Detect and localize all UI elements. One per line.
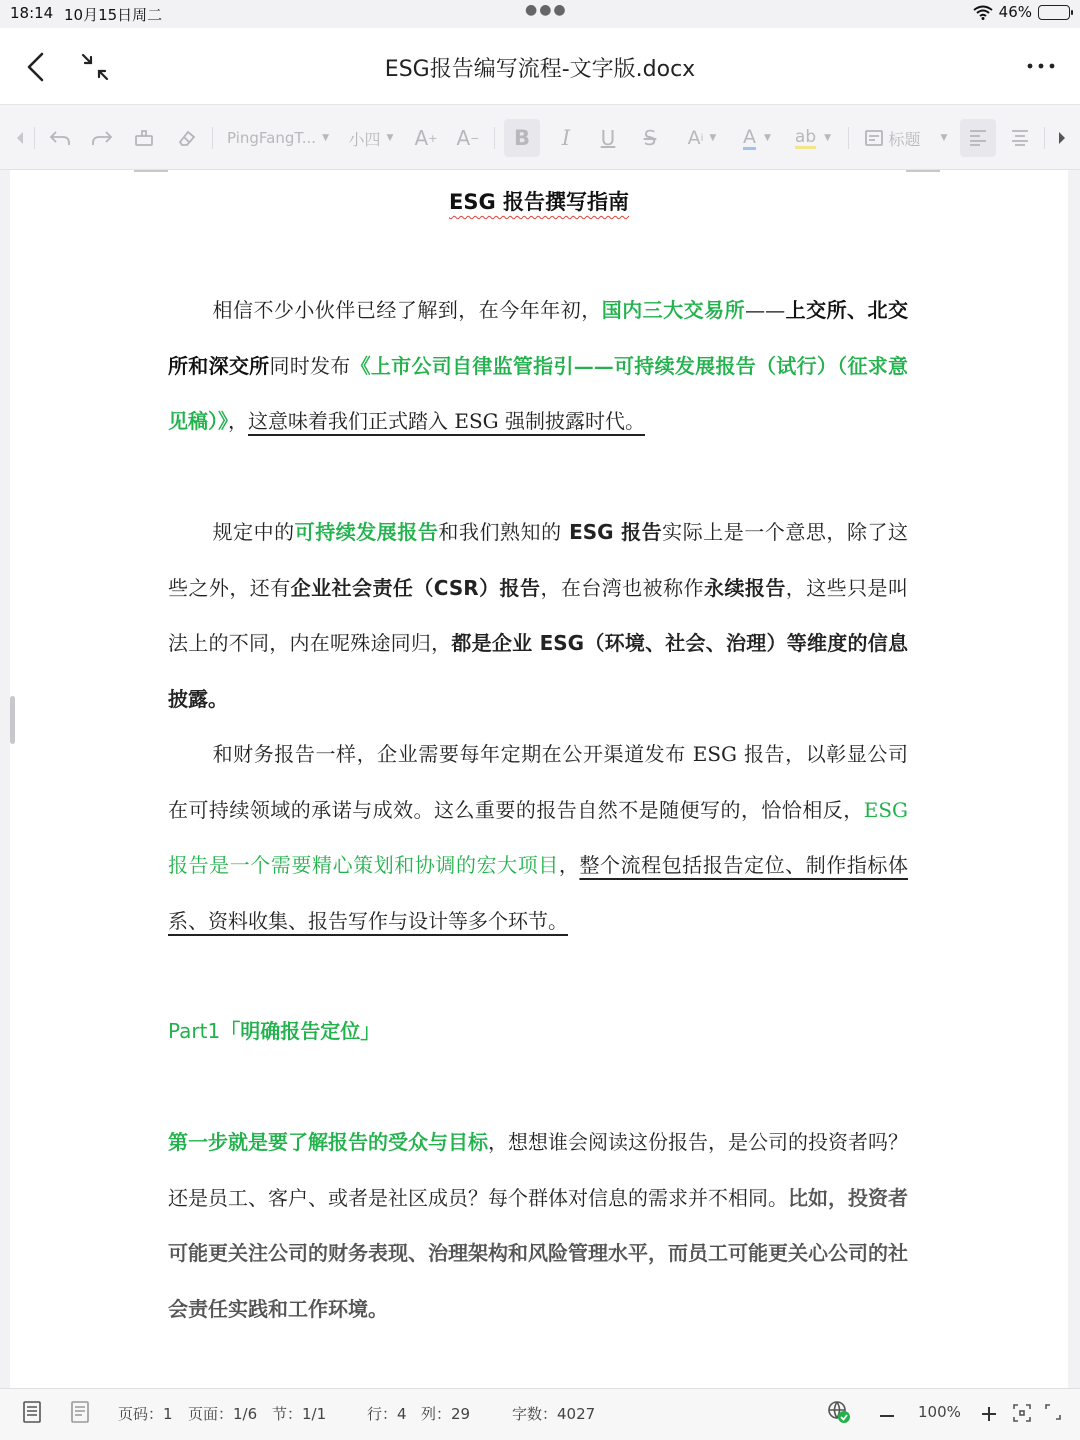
zoom-level: 100%	[918, 1403, 961, 1421]
strikethrough-icon[interactable]: S	[643, 126, 657, 150]
zoom-out-icon[interactable]	[878, 1407, 896, 1425]
decrease-font-icon[interactable]: A −	[456, 126, 480, 150]
paragraph-3: 和财务报告一样，企业需要每年定期在公开渠道发布 ESG 报告，以彰显公司在可持续领域的承诺与成效。这么重要的报告自然不是随便写的，恰恰相反，ESG 报告是一个需要精心策划和协调的宏大项目，整个流程包括报告定位、制作指标体系、资料收集、报告写作与设计等多个环节。	[168, 742, 909, 933]
section-count: 节：1/1	[272, 1405, 327, 1423]
format-painter-icon[interactable]	[128, 105, 160, 171]
chevron-down-icon: ▼	[940, 133, 948, 143]
bold-icon[interactable]: B	[513, 126, 530, 150]
font-name-value: PingFangT...	[227, 129, 317, 147]
undo-icon[interactable]	[44, 105, 76, 171]
paragraph-4: 第一步就是要了解报告的受众与目标，想想谁会阅读这份报告，是公司的投资者吗？还是员工、客户、或者是社区成员？每个群体对信息的需求并不相同。比如，投资者可能更关注公司的财务表现、治理架构和风险管理水平，而员工可能更关心公司的社会责任实践和工作环境。	[168, 1130, 908, 1321]
toolbar-scroll-right-icon[interactable]	[1050, 105, 1074, 171]
increase-font-icon[interactable]: A +	[414, 126, 438, 150]
fullscreen-icon[interactable]	[1044, 1403, 1062, 1421]
system-status-bar	[0, 0, 1080, 28]
paragraph-1: 相信不少小伙伴已经了解到，在今年年初，国内三大交易所——上交所、北交所和深交所同时发布《上市公司自律监管指引——可持续发展报告（试行）（征求意见稿）》，这意味着我们正式踏入 ESG 强制披露时代。	[168, 298, 909, 433]
document-status-bar	[0, 1388, 1080, 1440]
fit-page-icon[interactable]	[1012, 1403, 1032, 1423]
font-color-icon[interactable]: A ▼	[743, 125, 771, 148]
document-title: ESG报告编写流程-文字版.docx	[384, 57, 696, 82]
align-center-icon[interactable]	[1002, 105, 1038, 171]
word-count: 字数：4027	[512, 1405, 596, 1423]
italic-icon[interactable]: I	[561, 126, 571, 150]
redo-icon[interactable]	[86, 105, 118, 171]
underline-icon[interactable]: U	[600, 126, 616, 150]
chevron-down-icon: ▼	[322, 133, 329, 143]
document-page[interactable]	[10, 170, 1068, 1388]
title-bar	[0, 28, 1080, 104]
section-heading-part1: Part1「明确报告定位」	[168, 1019, 381, 1043]
column-position: 列：29	[421, 1405, 471, 1423]
zoom-in-icon[interactable]	[980, 1405, 998, 1423]
page-count: 页面：1/6	[188, 1405, 258, 1423]
row-position: 行：4	[367, 1405, 407, 1423]
battery-percent: 46%	[998, 3, 1032, 21]
font-size-dropdown[interactable]	[342, 105, 400, 171]
text-effects-icon[interactable]: A i ▼	[687, 127, 717, 149]
page-view-icon[interactable]	[22, 1401, 42, 1423]
paragraph-2: 规定中的可持续发展报告和我们熟知的 ESG 报告实际上是一个意思，除了这些之外，还有企业社会责任（CSR）报告，在台湾也被称作永续报告，这些只是叫法上的不同，内在呢殊途同归，都是企业 ESG（环境、社会、治理）等维度的信息披露。	[168, 520, 909, 711]
date: 10月15日周二	[64, 6, 163, 24]
format-toolbar	[0, 104, 1080, 170]
more-options-icon[interactable]	[1026, 56, 1056, 76]
battery-icon	[1038, 5, 1070, 20]
style-value: 标题	[888, 129, 921, 149]
align-left-icon[interactable]	[960, 105, 996, 171]
toolbar-scroll-left-icon[interactable]	[8, 105, 32, 171]
language-check-icon[interactable]	[826, 1399, 852, 1425]
eraser-icon[interactable]	[170, 105, 202, 171]
scroll-handle[interactable]	[10, 696, 15, 744]
highlight-icon[interactable]: ab ▼	[794, 126, 832, 147]
document-scroll-area[interactable]	[0, 170, 1080, 1388]
wifi-icon	[973, 5, 993, 20]
web-view-icon[interactable]	[70, 1401, 90, 1423]
document-heading: ESG 报告撰写指南	[448, 190, 630, 214]
clock: 18:14	[10, 4, 54, 22]
font-size-value: 小四	[348, 129, 381, 149]
chevron-down-icon: ▼	[386, 133, 394, 143]
page-code: 页码：1	[118, 1405, 173, 1423]
paragraph-style-dropdown[interactable]	[860, 105, 952, 171]
multitask-dots-icon[interactable]: ●●●	[525, 2, 568, 18]
font-name-dropdown[interactable]	[220, 105, 336, 171]
